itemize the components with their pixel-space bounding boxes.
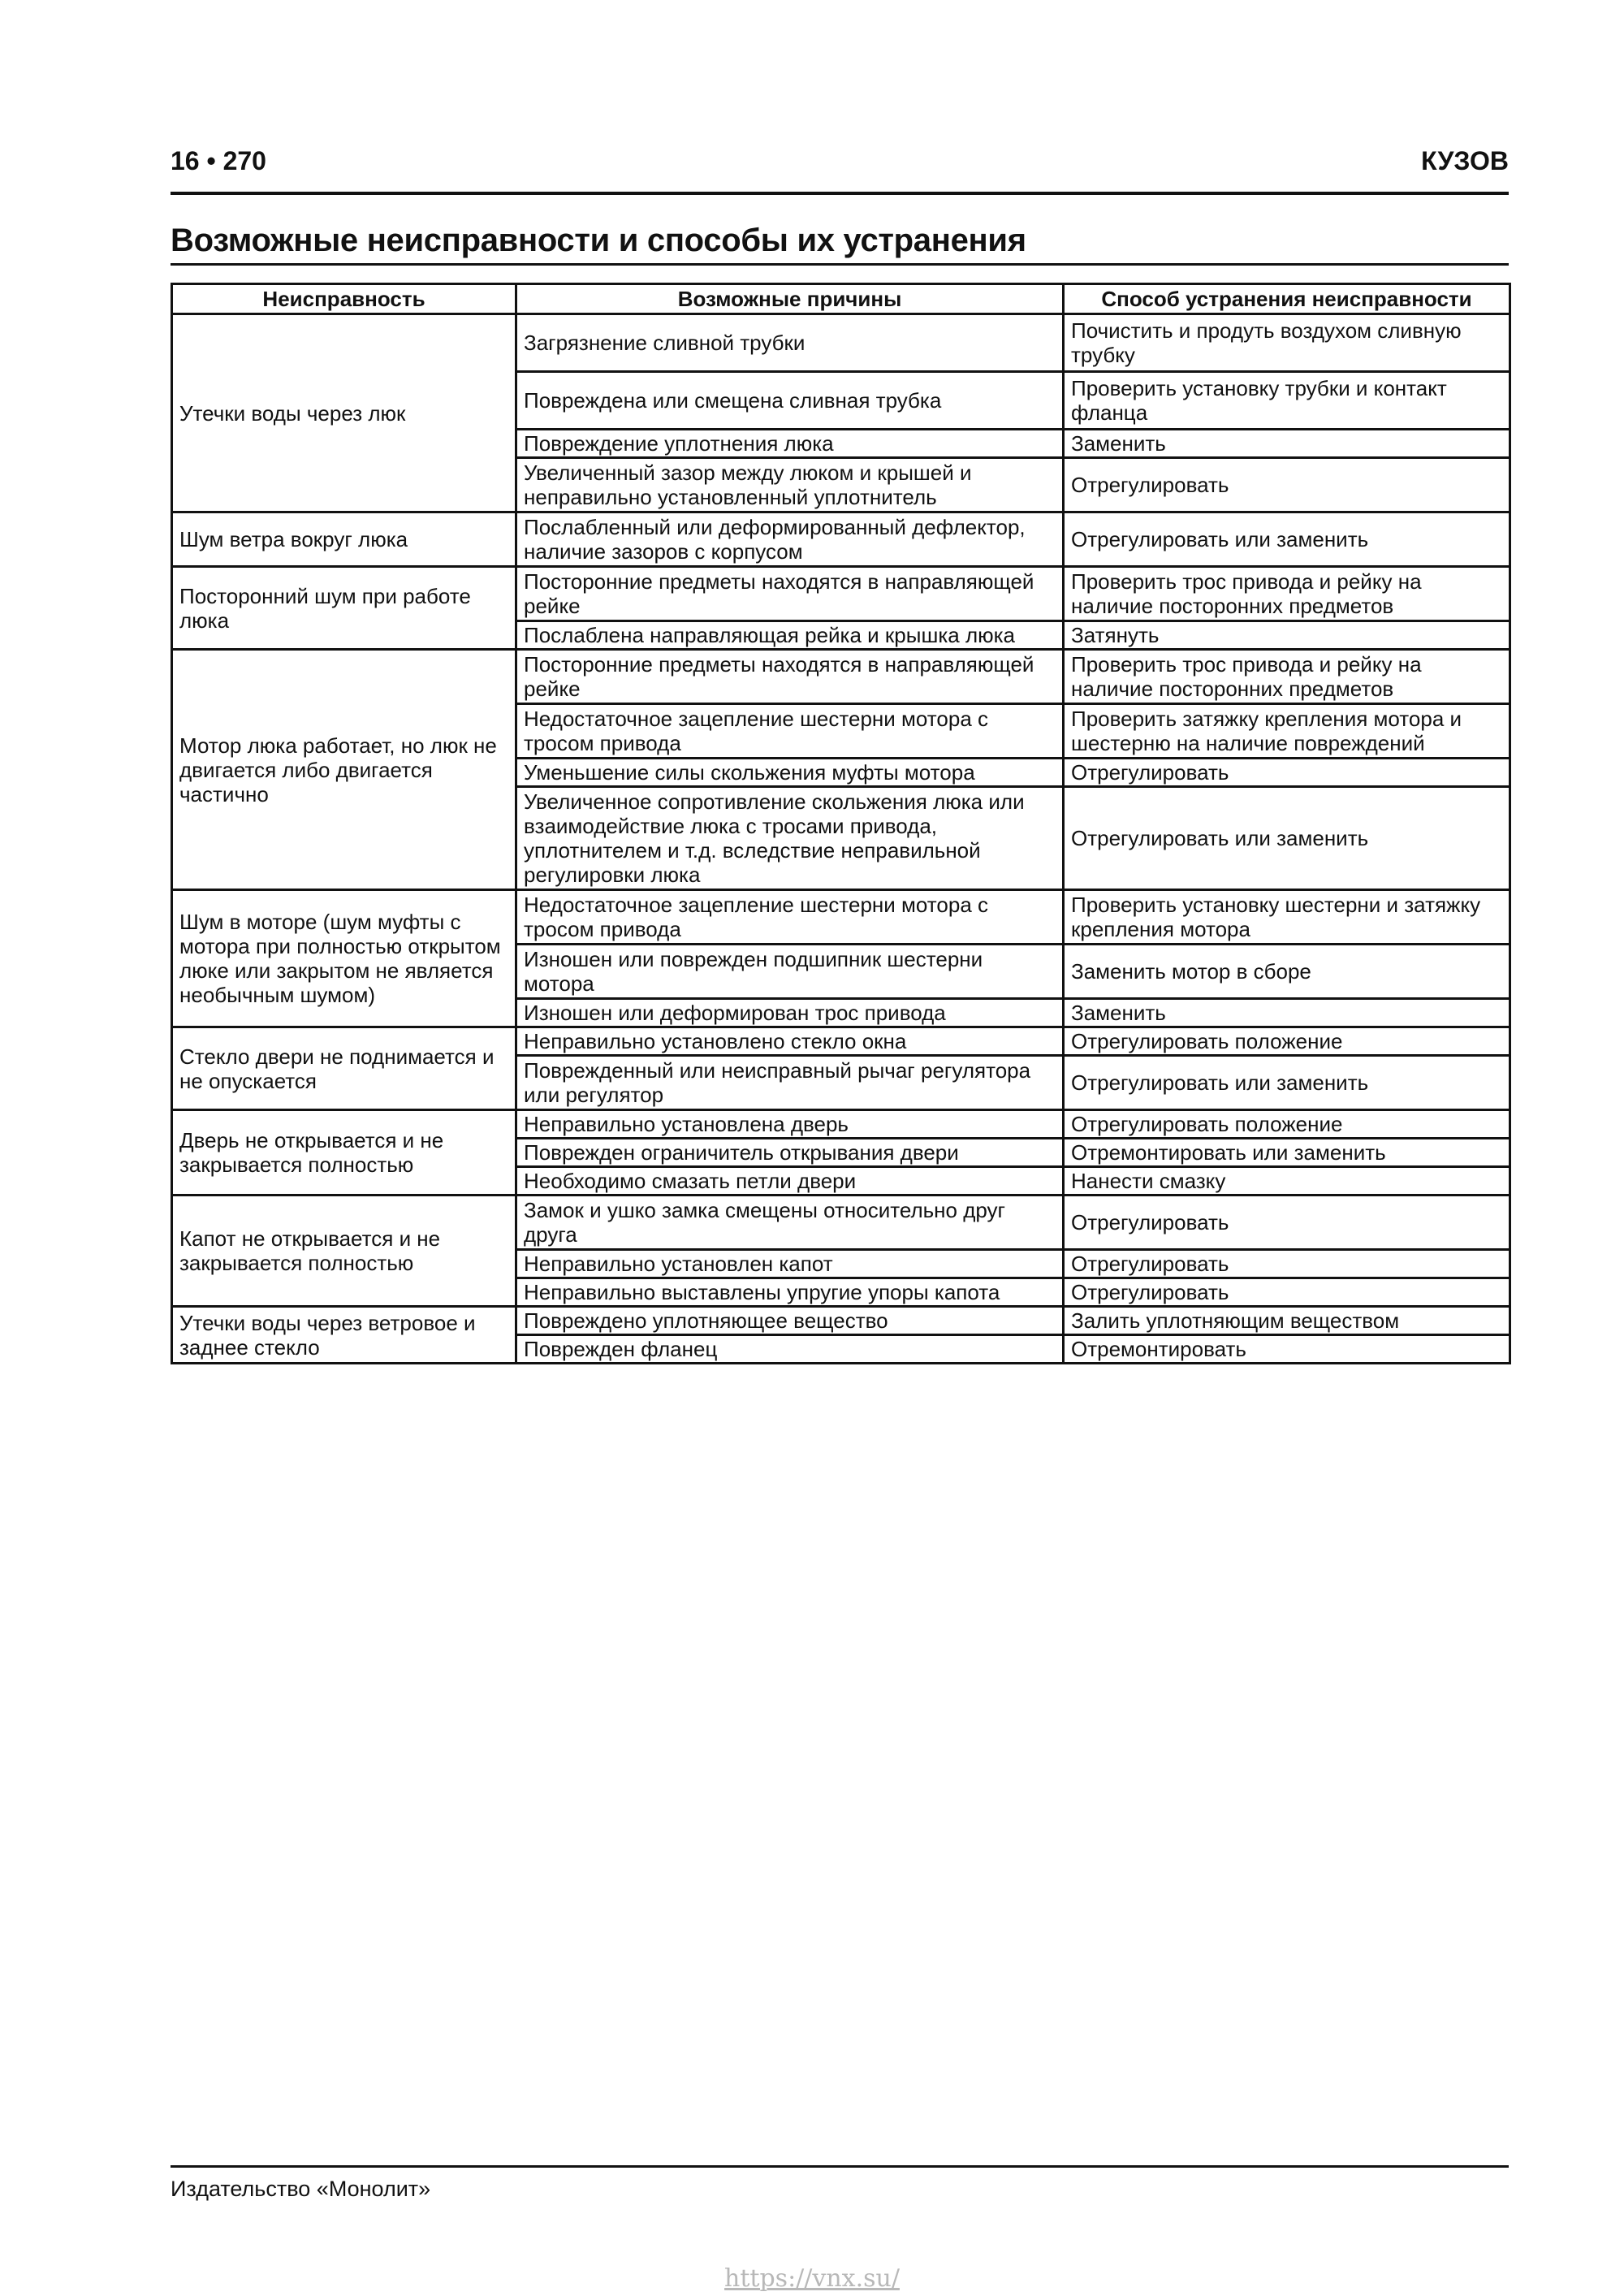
table-row: [172, 314, 1510, 372]
column-header-cause: Возможные причины: [516, 284, 1064, 314]
fault-cell: Утечки воды через ветровое и заднее стекло: [172, 1307, 516, 1364]
watermark-link[interactable]: https://vnx.su/: [724, 2264, 900, 2293]
cause-cell: Замок и ушко замка смещены относительно друг друга: [516, 1196, 1064, 1250]
table-header-row: [172, 284, 1510, 314]
remedy-cell: Отрегулировать или заменить: [1064, 512, 1510, 567]
remedy-cell: Проверить трос привода и рейку на наличие посторонних предметов: [1064, 567, 1510, 621]
fault-cell: Мотор люка работает, но люк не двигается либо двигается частично: [172, 650, 516, 890]
cause-cell: Повреждение уплотнения люка: [516, 430, 1064, 458]
remedy-cell: Отрегулировать или заменить: [1064, 787, 1510, 890]
fault-table: [171, 283, 1511, 1364]
remedy-cell: Проверить затяжку крепления мотора и шестерню на наличие повреждений: [1064, 704, 1510, 759]
cause-cell: Уменьшение силы скольжения муфты мотора: [516, 759, 1064, 787]
page-title: Возможные неисправности и способы их устранения: [171, 223, 1026, 258]
remedy-cell: Отремонтировать: [1064, 1335, 1510, 1364]
fault-cell: Шум в моторе (шум муфты с мотора при полностью открытом люке или закрытом не является необычным шумом): [172, 890, 516, 1027]
cause-cell: Повреждено уплотняющее вещество: [516, 1307, 1064, 1335]
table-row: [172, 1027, 1510, 1056]
remedy-cell: Отрегулировать: [1064, 458, 1510, 512]
fault-cell: Капот не открывается и не закрывается полностью: [172, 1196, 516, 1307]
remedy-cell: Проверить установку трубки и контакт фланца: [1064, 372, 1510, 430]
remedy-cell: Отрегулировать положение: [1064, 1110, 1510, 1139]
remedy-cell: Затянуть: [1064, 621, 1510, 650]
table-row: [172, 890, 1510, 945]
cause-cell: Неправильно установлена дверь: [516, 1110, 1064, 1139]
column-header-fault: Неисправность: [172, 284, 516, 314]
cause-cell: Посторонние предметы находятся в направляющей рейке: [516, 650, 1064, 704]
fault-cell: Шум ветра вокруг люка: [172, 512, 516, 567]
remedy-cell: Отрегулировать: [1064, 1250, 1510, 1278]
cause-cell: Увеличенный зазор между люком и крышей и неправильно установленный уплотнитель: [516, 458, 1064, 512]
publisher-name: Издательство «Монолит»: [171, 2177, 431, 2201]
cause-cell: Увеличенное сопротивление скольжения люка или взаимодействие люка с тросами привода, уплотнителем и т.д. вследствие неправильной регулировки люка: [516, 787, 1064, 890]
cause-cell: Неправильно установлено стекло окна: [516, 1027, 1064, 1056]
remedy-cell: Залить уплотняющим веществом: [1064, 1307, 1510, 1335]
cause-cell: Поврежденный или неисправный рычаг регулятора или регулятор: [516, 1056, 1064, 1110]
section-title: КУЗОВ: [1421, 146, 1509, 175]
fault-cell: Посторонний шум при работе люка: [172, 567, 516, 650]
cause-cell: Послабленный или деформированный дефлектор, наличие зазоров с корпусом: [516, 512, 1064, 567]
remedy-cell: Отрегулировать: [1064, 759, 1510, 787]
column-header-remedy: Способ устранения неисправности: [1064, 284, 1510, 314]
remedy-cell: Заменить мотор в сборе: [1064, 945, 1510, 999]
remedy-cell: Проверить установку шестерни и затяжку крепления мотора: [1064, 890, 1510, 945]
remedy-cell: Отрегулировать: [1064, 1278, 1510, 1307]
title-underline: [171, 263, 1509, 266]
table-row: [172, 1307, 1510, 1335]
table-row: [172, 512, 1510, 567]
cause-cell: Неправильно выставлены упругие упоры капота: [516, 1278, 1064, 1307]
fault-cell: Дверь не открывается и не закрывается полностью: [172, 1110, 516, 1196]
page-number: 16 • 270: [171, 146, 266, 175]
cause-cell: Повреждена или смещена сливная трубка: [516, 372, 1064, 430]
remedy-cell: Отремонтировать или заменить: [1064, 1139, 1510, 1167]
remedy-cell: Отрегулировать: [1064, 1196, 1510, 1250]
remedy-cell: Почистить и продуть воздухом сливную трубку: [1064, 314, 1510, 372]
cause-cell: Изношен или поврежден подшипник шестерни мотора: [516, 945, 1064, 999]
remedy-cell: Нанести смазку: [1064, 1167, 1510, 1196]
remedy-cell: Проверить трос привода и рейку на наличие посторонних предметов: [1064, 650, 1510, 704]
cause-cell: Недостаточное зацепление шестерни мотора с тросом привода: [516, 704, 1064, 759]
page-header: [171, 146, 1509, 187]
table-row: [172, 1196, 1510, 1250]
remedy-cell: Отрегулировать положение: [1064, 1027, 1510, 1056]
footer-divider: [171, 2165, 1509, 2168]
fault-cell: Утечки воды через люк: [172, 314, 516, 512]
cause-cell: Изношен или деформирован трос привода: [516, 999, 1064, 1027]
fault-cell: Стекло двери не поднимается и не опускается: [172, 1027, 516, 1110]
cause-cell: Послаблена направляющая рейка и крышка люка: [516, 621, 1064, 650]
cause-cell: Необходимо смазать петли двери: [516, 1167, 1064, 1196]
cause-cell: Поврежден ограничитель открывания двери: [516, 1139, 1064, 1167]
cause-cell: Загрязнение сливной трубки: [516, 314, 1064, 372]
remedy-cell: Заменить: [1064, 999, 1510, 1027]
cause-cell: Поврежден фланец: [516, 1335, 1064, 1364]
table-row: [172, 650, 1510, 704]
header-divider: [171, 192, 1509, 195]
remedy-cell: Заменить: [1064, 430, 1510, 458]
remedy-cell: Отрегулировать или заменить: [1064, 1056, 1510, 1110]
cause-cell: Недостаточное зацепление шестерни мотора с тросом привода: [516, 890, 1064, 945]
table-row: [172, 567, 1510, 621]
cause-cell: Посторонние предметы находятся в направляющей рейке: [516, 567, 1064, 621]
cause-cell: Неправильно установлен капот: [516, 1250, 1064, 1278]
table-row: [172, 1110, 1510, 1139]
